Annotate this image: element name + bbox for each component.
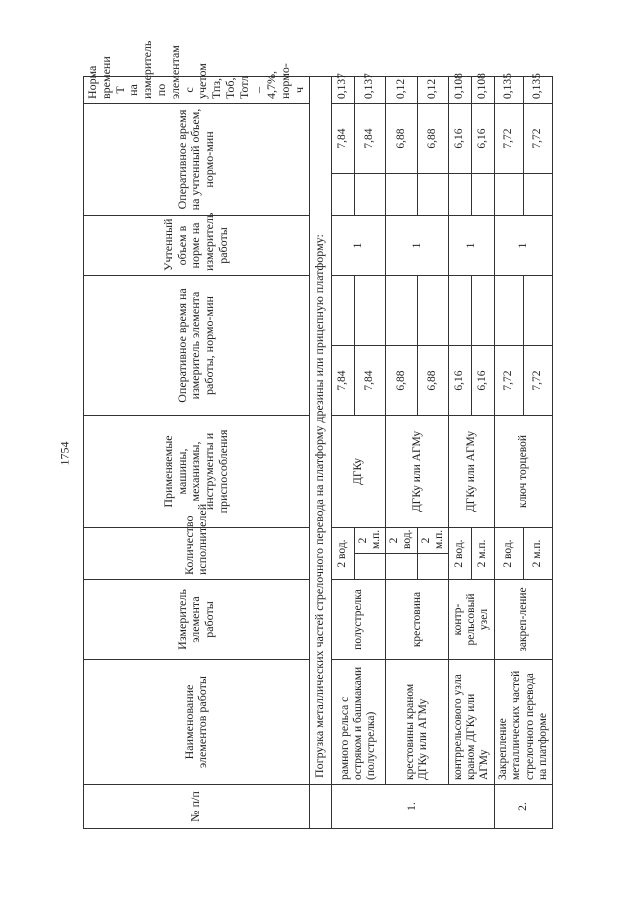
tools-cell: ДГКу или АГМу xyxy=(386,416,449,528)
element-name: контррельсового узла краном ДГКу или АГМу xyxy=(449,660,495,785)
row-number: 1. xyxy=(331,785,494,829)
rotated-table-wrapper xyxy=(83,40,549,829)
empty-cell xyxy=(354,174,385,216)
header-workers: Количество исполнителей xyxy=(84,528,310,580)
header-tools: Применяемые машины, механизмы, инструменты и приспособления xyxy=(84,416,310,528)
empty-cell xyxy=(524,276,553,346)
op-total-cell: 6,16 xyxy=(449,104,472,174)
header-op-total: Оперативное время на учтенный объем, нормо-мин xyxy=(84,104,310,216)
empty-cell xyxy=(386,174,417,216)
element-name: Закрепление металлических частей стрелочного перевода на платформе xyxy=(495,660,553,785)
empty-cell xyxy=(472,276,495,346)
op-total-cell: 6,16 xyxy=(472,104,495,174)
tools-cell: ключ торцевой xyxy=(495,416,553,528)
volume-cell: 1 xyxy=(495,216,553,276)
workers-cell: 2 вод. xyxy=(386,528,417,554)
op-total-cell: 7,84 xyxy=(354,104,385,174)
empty-cell xyxy=(417,554,448,580)
tools-cell: ДГКу или АГМу xyxy=(449,416,495,528)
norm-cell: 0,12 xyxy=(386,77,417,104)
header-op-time: Оперативное время на измеритель элемента работы, нормо-мин xyxy=(84,276,310,416)
element-meter: контр-рельсовый узел xyxy=(449,580,495,660)
element-meter: закреп-ление xyxy=(495,580,553,660)
op-total-cell: 6,88 xyxy=(386,104,417,174)
volume-cell: 1 xyxy=(331,216,385,276)
empty-cell xyxy=(386,276,417,346)
table-row xyxy=(449,77,472,829)
empty-cell xyxy=(331,174,354,216)
table-row xyxy=(386,77,417,829)
op-total-cell: 7,72 xyxy=(495,104,524,174)
header-meter: Измеритель элемента работы xyxy=(84,580,310,660)
header-norm: Норма времени Т на измеритель по элементам с учетом Тпз, Тоб, Тотл – 4,7%, нормо-ч xyxy=(84,77,310,104)
tools-cell: ДГКу xyxy=(331,416,385,528)
empty-cell xyxy=(354,276,385,346)
norm-cell: 0,12 xyxy=(417,77,448,104)
op-time-cell: 7,72 xyxy=(524,346,553,416)
header-num: № п/п xyxy=(84,785,310,829)
workers-cell: 2 вод. xyxy=(449,528,472,580)
op-total-cell: 7,84 xyxy=(331,104,354,174)
workers-cell: 2 м.п. xyxy=(524,528,553,580)
op-time-cell: 6,88 xyxy=(386,346,417,416)
norm-cell: 0,135 xyxy=(495,77,524,104)
empty-cell xyxy=(449,276,472,346)
section-row xyxy=(309,77,331,829)
header-volume: Учтенный объем в норме на измеритель работы xyxy=(84,216,310,276)
volume-cell: 1 xyxy=(386,216,449,276)
row-number: 2. xyxy=(495,785,553,829)
norm-cell: 0,137 xyxy=(331,77,354,104)
op-time-cell: 7,84 xyxy=(331,346,354,416)
norm-cell: 0,108 xyxy=(449,77,472,104)
op-time-cell: 7,72 xyxy=(495,346,524,416)
op-time-cell: 6,16 xyxy=(472,346,495,416)
workers-cell: 2 м.п. xyxy=(417,528,448,554)
op-time-cell: 7,84 xyxy=(354,346,385,416)
norms-table xyxy=(83,40,553,829)
header-row xyxy=(84,77,310,829)
empty-cell xyxy=(472,174,495,216)
table-row xyxy=(331,77,354,829)
workers-cell: 2 вод. xyxy=(495,528,524,580)
element-meter: полустрелка xyxy=(331,580,385,660)
empty-cell xyxy=(386,554,417,580)
element-meter: крестовина xyxy=(386,580,449,660)
op-time-cell: 6,16 xyxy=(449,346,472,416)
empty-cell xyxy=(495,174,524,216)
empty-cell xyxy=(331,276,354,346)
op-time-cell: 6,88 xyxy=(417,346,448,416)
op-total-cell: 7,72 xyxy=(524,104,553,174)
empty-cell xyxy=(354,554,385,580)
empty-cell xyxy=(524,174,553,216)
norm-cell: 0,137 xyxy=(354,77,385,104)
table-row xyxy=(495,77,524,829)
workers-cell: 2 м.п. xyxy=(354,528,385,554)
section-num-cell xyxy=(309,785,331,829)
workers-cell: 2 вод. xyxy=(331,528,354,580)
element-name: крестовины краном ДГКу или АГМу xyxy=(386,660,449,785)
rotated-table-content xyxy=(83,40,549,829)
empty-cell xyxy=(449,174,472,216)
element-name: рамного рельса с остряком и башмаками (полустрелка) xyxy=(331,660,385,785)
norm-cell: 0,135 xyxy=(524,77,553,104)
header-name: Наименование элементов работы xyxy=(84,660,310,785)
page-number: 1754 xyxy=(57,441,72,466)
workers-cell: 2 м.п. xyxy=(472,528,495,580)
norm-cell: 0,108 xyxy=(472,77,495,104)
volume-cell: 1 xyxy=(449,216,495,276)
section-title: Погрузка металлических частей стрелочного перевода на платформу дрезины или прицепную платформу: xyxy=(309,77,331,785)
empty-cell xyxy=(417,174,448,216)
op-total-cell: 6,88 xyxy=(417,104,448,174)
empty-cell xyxy=(495,276,524,346)
empty-cell xyxy=(417,276,448,346)
